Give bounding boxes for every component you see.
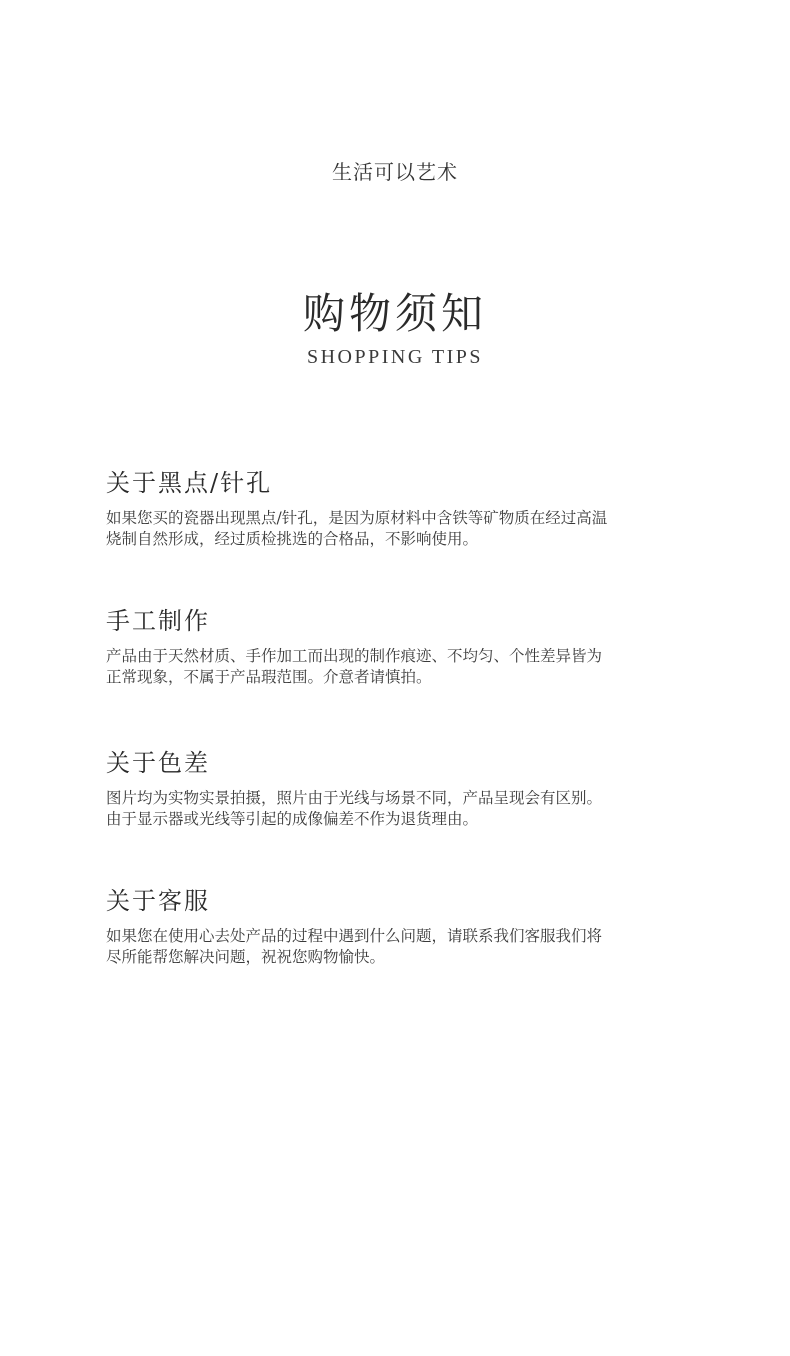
section-line: 如果您买的瓷器出现黑点/针孔，是因为原材料中含铁等矿物质在经过高温 <box>106 509 608 527</box>
section-heading: 关于色差 <box>106 749 210 777</box>
section-body <box>106 926 686 968</box>
section-line: 产品由于天然材质、手作加工而出现的制作痕迹、不均匀、个性差异皆为 <box>106 647 603 665</box>
section-heading: 手工制作 <box>106 607 210 635</box>
section-line: 烧制自然形成，经过质检挑选的合格品，不影响使用。 <box>106 530 479 548</box>
section-body <box>106 646 686 688</box>
section-line: 图片均为实物实景拍摄，照片由于光线与场景不同，产品呈现会有区别。 <box>106 789 603 807</box>
section-heading: 关于黑点/针孔 <box>106 469 273 497</box>
section-black-spots <box>106 468 686 550</box>
page-subtitle: SHOPPING TIPS <box>306 346 484 368</box>
section-handmade <box>106 606 686 688</box>
section-body <box>106 508 686 550</box>
section-line: 如果您在使用心去处产品的过程中遇到什么问题，请联系我们客服我们将 <box>106 927 603 945</box>
section-line: 尽所能帮您解决问题，祝祝您购物愉快。 <box>106 948 386 966</box>
page-title-block <box>0 288 790 369</box>
section-body <box>106 788 686 830</box>
section-heading: 关于客服 <box>106 887 210 915</box>
section-color-difference <box>106 748 686 830</box>
section-line: 由于显示器或光线等引起的成像偏差不作为退货理由。 <box>106 810 479 828</box>
section-customer-service <box>106 886 686 968</box>
page-title: 购物须知 <box>302 289 487 338</box>
slogan: 生活可以艺术 <box>332 160 458 184</box>
section-line: 正常现象，不属于产品瑕范围。介意者请慎拍。 <box>106 668 432 686</box>
